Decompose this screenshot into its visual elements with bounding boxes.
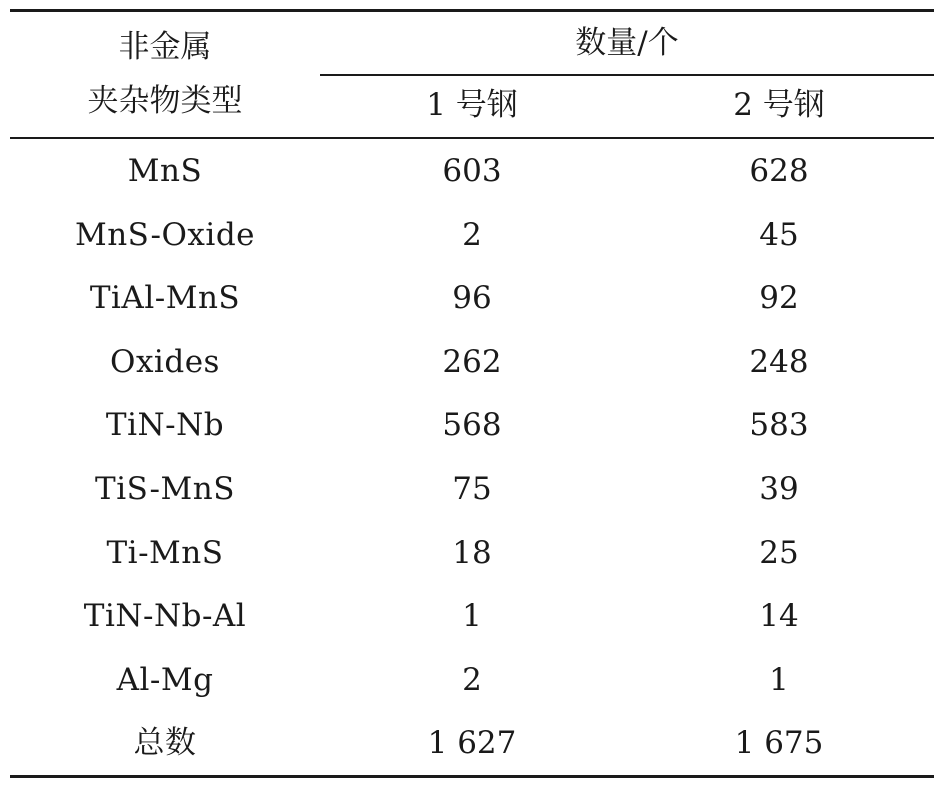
header-sub-rule	[320, 74, 934, 76]
steel2-count-cell: 92	[759, 280, 799, 317]
steel2-count-cell: 25	[759, 534, 799, 571]
table-row-total	[10, 711, 934, 775]
steel1-total-cell: 1 627	[427, 725, 517, 762]
inclusion-type-cell: Ti-MnS	[106, 534, 224, 571]
header-type-label-line2: 夹杂物类型	[87, 83, 243, 119]
inclusion-type-cell: MnS-Oxide	[74, 216, 256, 253]
steel1-count-cell: 2	[462, 661, 482, 698]
inclusion-type-cell: TiS-MnS	[95, 471, 235, 507]
steel1-count-cell: 262	[442, 343, 502, 380]
table-body	[10, 139, 934, 775]
header-type-label-line1: 非金属	[118, 29, 212, 65]
inclusion-type-cell: TiN-Nb	[105, 407, 225, 444]
steel1-count-cell: 18	[452, 534, 492, 571]
header-count-label: 数量/个	[575, 25, 679, 61]
table-row	[10, 648, 934, 712]
inclusion-type-cell: MnS	[127, 153, 203, 189]
table-row	[10, 521, 934, 585]
steel1-count-cell: 568	[442, 407, 502, 444]
steel1-count-cell: 96	[452, 280, 492, 317]
table-row	[10, 266, 934, 330]
steel2-count-cell: 583	[749, 407, 809, 444]
steel2-count-cell: 45	[759, 216, 799, 253]
inclusion-count-table	[10, 9, 934, 777]
inclusion-type-cell: TiN-Nb-Al	[83, 598, 247, 635]
table-row	[10, 457, 934, 521]
header-steel1-label: 1 号钢	[426, 87, 518, 123]
steel1-count-cell: 1	[462, 598, 482, 635]
table-bottom-rule	[10, 775, 934, 778]
steel2-count-cell: 39	[759, 471, 799, 507]
table-top-rule	[10, 9, 934, 12]
steel2-count-cell: 628	[749, 153, 809, 189]
table-row	[10, 330, 934, 394]
inclusion-type-cell: Al-Mg	[116, 661, 214, 698]
steel1-count-cell: 75	[452, 471, 492, 507]
inclusion-type-cell: TiAl-MnS	[89, 280, 241, 317]
header-steel2-label: 2 号钢	[733, 87, 825, 123]
steel1-count-cell: 2	[462, 216, 482, 253]
table-row	[10, 203, 934, 267]
steel2-count-cell: 248	[749, 343, 809, 380]
steel1-count-cell: 603	[442, 153, 502, 189]
inclusion-type-cell: Oxides	[110, 343, 220, 380]
table-row	[10, 139, 934, 203]
steel2-count-cell: 1	[769, 661, 789, 698]
table-row	[10, 393, 934, 457]
steel2-total-cell: 1 675	[734, 725, 824, 762]
total-label-cell: 总数	[133, 725, 197, 762]
table-row	[10, 584, 934, 648]
steel2-count-cell: 14	[759, 598, 799, 635]
